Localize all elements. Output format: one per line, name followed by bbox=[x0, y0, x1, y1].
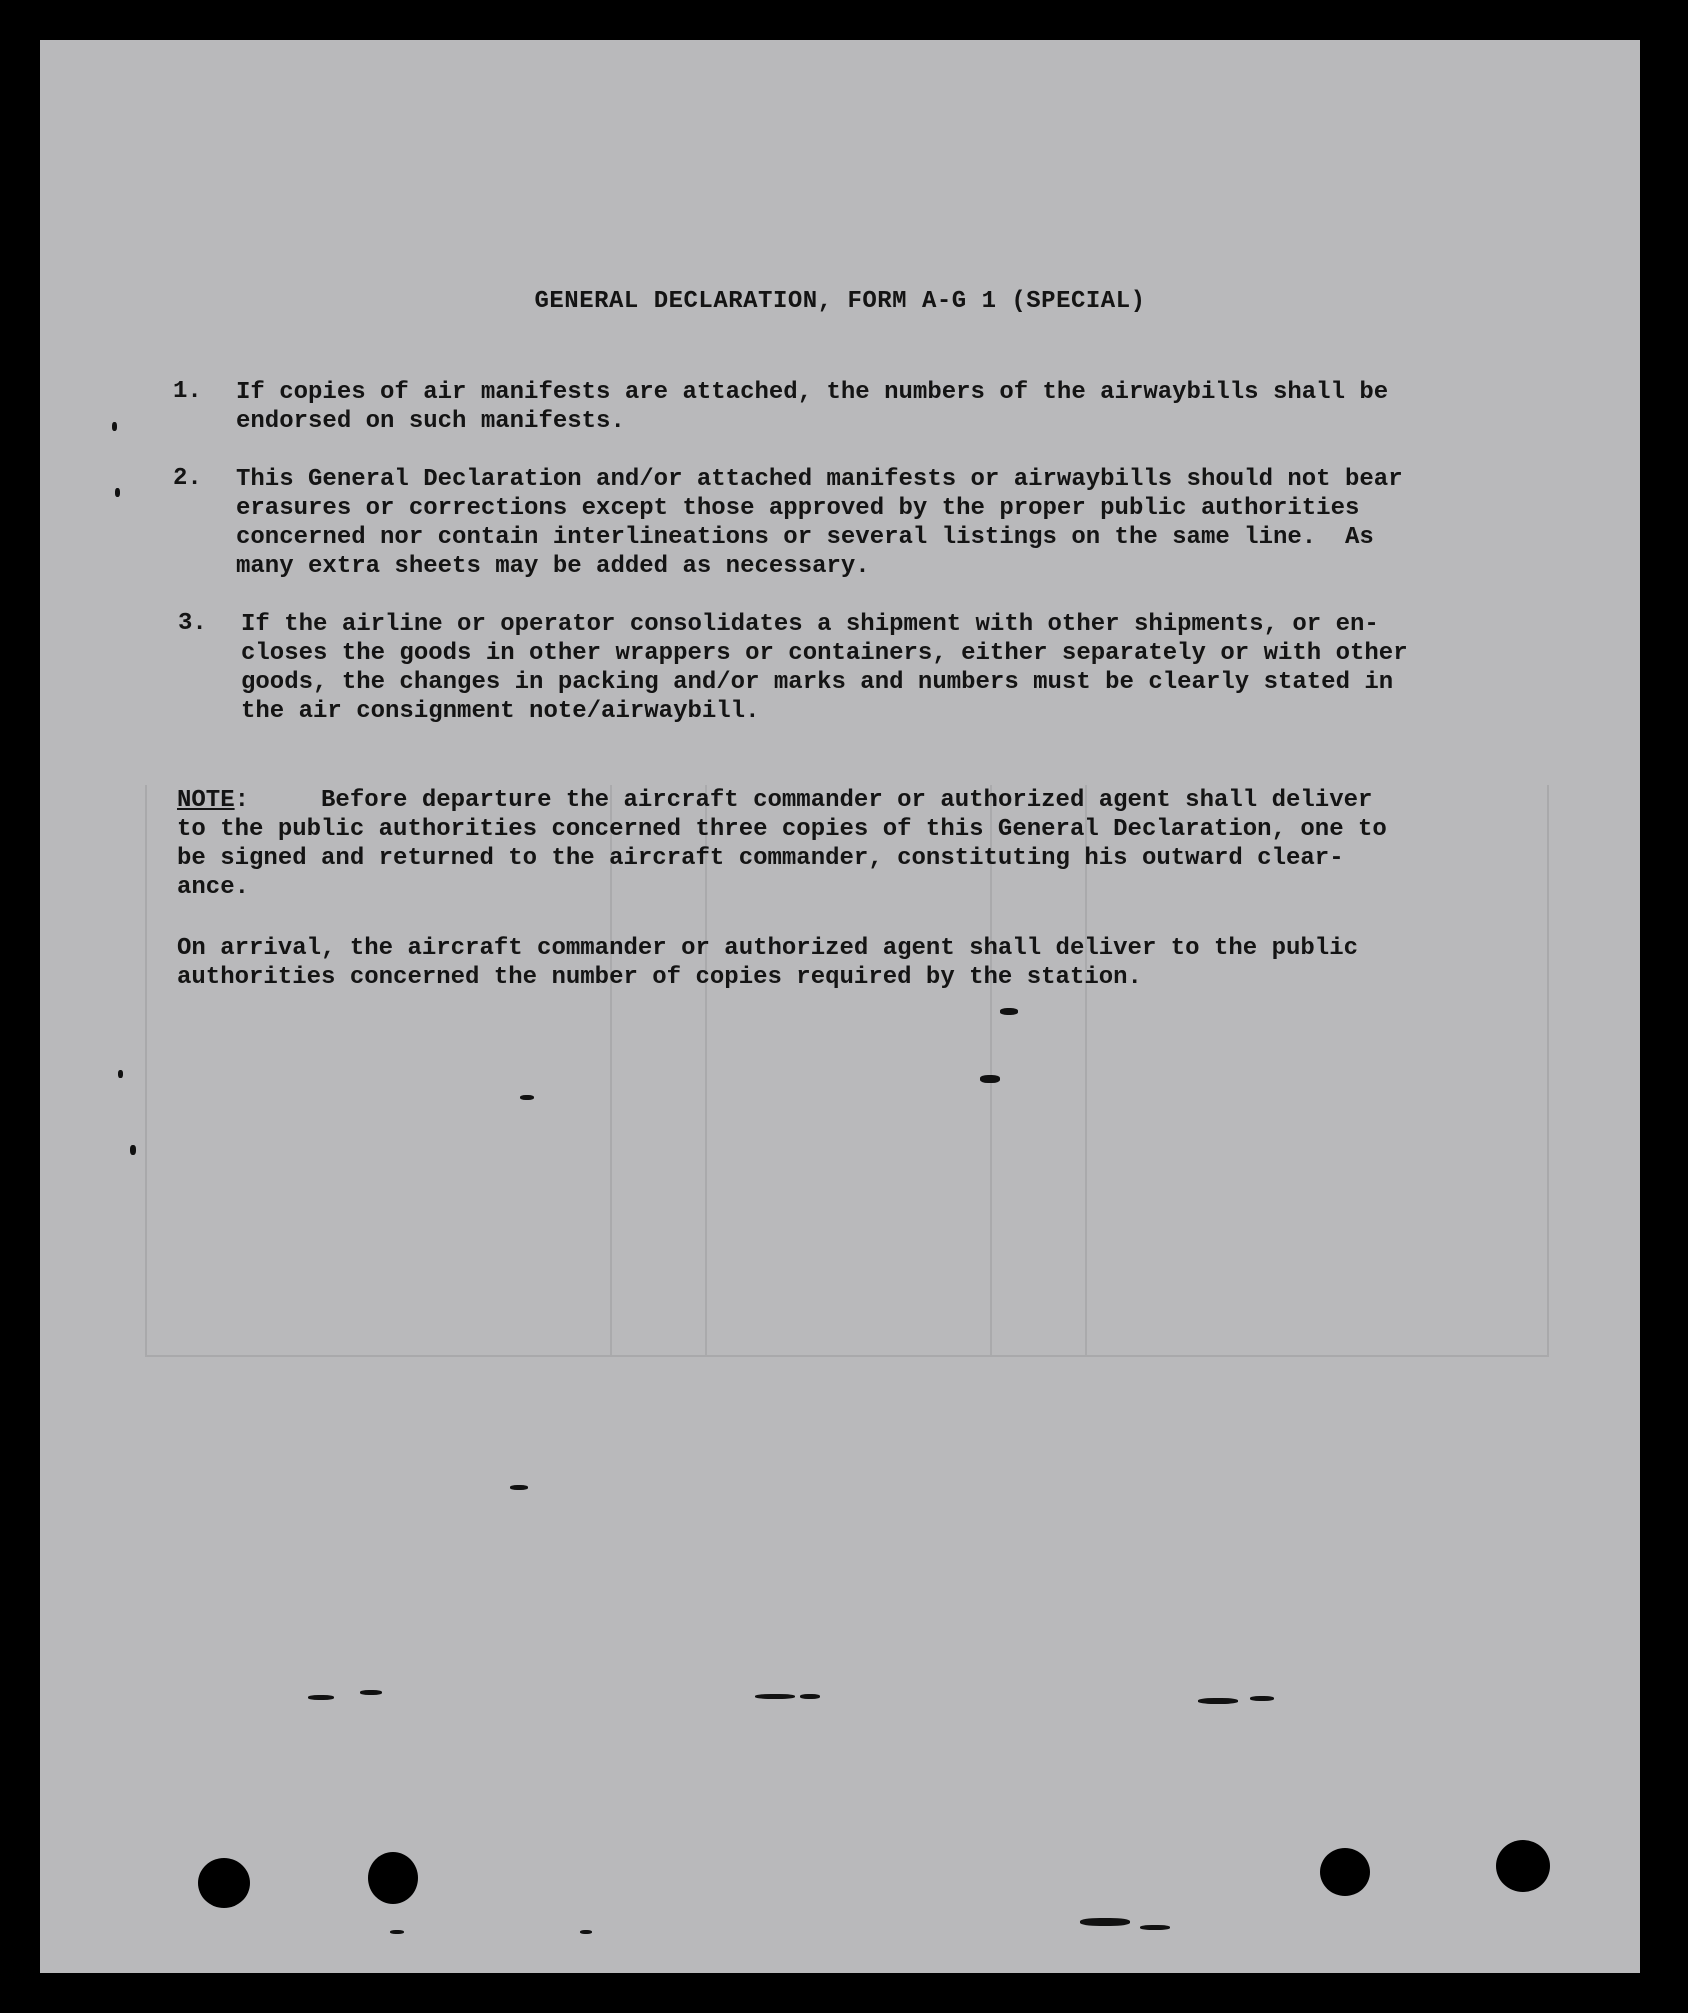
speck bbox=[755, 1694, 795, 1699]
speck bbox=[1000, 1008, 1018, 1015]
item-line: concerned nor contain interlineations or several listings on the same line. As bbox=[236, 524, 1374, 551]
item-number: 3. bbox=[178, 610, 207, 637]
item-text bbox=[241, 610, 1408, 726]
speck bbox=[112, 422, 117, 431]
arrival-line: authorities concerned the number of copies required by the station. bbox=[177, 964, 1142, 991]
speck bbox=[1250, 1696, 1274, 1701]
note-first-line bbox=[177, 786, 1387, 815]
speck bbox=[1080, 1918, 1130, 1926]
punch-hole bbox=[368, 1852, 418, 1904]
speck bbox=[360, 1690, 382, 1695]
speck bbox=[800, 1694, 820, 1699]
item-number: 1. bbox=[173, 378, 202, 405]
speck bbox=[130, 1145, 136, 1155]
note-line: ance. bbox=[177, 874, 250, 901]
speck bbox=[118, 1070, 123, 1078]
speck bbox=[510, 1485, 528, 1490]
punch-hole bbox=[1496, 1840, 1550, 1892]
note-colon: : bbox=[234, 787, 250, 814]
speck bbox=[308, 1695, 334, 1700]
speck bbox=[1140, 1925, 1170, 1930]
item-number: 2. bbox=[173, 465, 202, 492]
item-line: If the airline or operator consolidates a shipment with other shipments, or en- bbox=[241, 611, 1379, 638]
note-line: Before departure the aircraft commander or authorized agent shall deliver bbox=[249, 787, 1373, 814]
item-line: the air consignment note/airwaybill. bbox=[241, 698, 760, 725]
item-line: goods, the changes in packing and/or marks and numbers must be clearly stated in bbox=[241, 669, 1394, 696]
speck bbox=[1198, 1698, 1238, 1704]
document-title: GENERAL DECLARATION, FORM A-G 1 (SPECIAL) bbox=[534, 288, 1146, 315]
note-line: be signed and returned to the aircraft commander, constituting his outward clear- bbox=[177, 845, 1344, 872]
speck bbox=[115, 488, 120, 497]
speck bbox=[390, 1930, 404, 1934]
arrival-paragraph bbox=[177, 934, 1358, 992]
speck bbox=[580, 1930, 592, 1934]
item-line: This General Declaration and/or attached manifests or airwaybills should not bear bbox=[236, 466, 1403, 493]
punch-hole bbox=[198, 1858, 250, 1908]
item-line: many extra sheets may be added as necessary. bbox=[236, 553, 870, 580]
note-label: NOTE bbox=[177, 787, 235, 814]
note-line: to the public authorities concerned three copies of this General Declaration, one to bbox=[177, 816, 1387, 843]
note-paragraph bbox=[177, 786, 1387, 902]
item-line: erasures or corrections except those approved by the proper public authorities bbox=[236, 495, 1360, 522]
item-text bbox=[236, 378, 1388, 436]
punch-hole bbox=[1320, 1848, 1370, 1896]
item-line: closes the goods in other wrappers or containers, either separately or with other bbox=[241, 640, 1408, 667]
document-page bbox=[40, 40, 1640, 1973]
item-line: endorsed on such manifests. bbox=[236, 408, 625, 435]
arrival-line: On arrival, the aircraft commander or authorized agent shall deliver to the public bbox=[177, 935, 1358, 962]
speck bbox=[520, 1095, 534, 1100]
item-line: If copies of air manifests are attached, the numbers of the airwaybills shall be bbox=[236, 379, 1389, 406]
item-text bbox=[236, 465, 1403, 581]
speck bbox=[980, 1075, 1000, 1083]
